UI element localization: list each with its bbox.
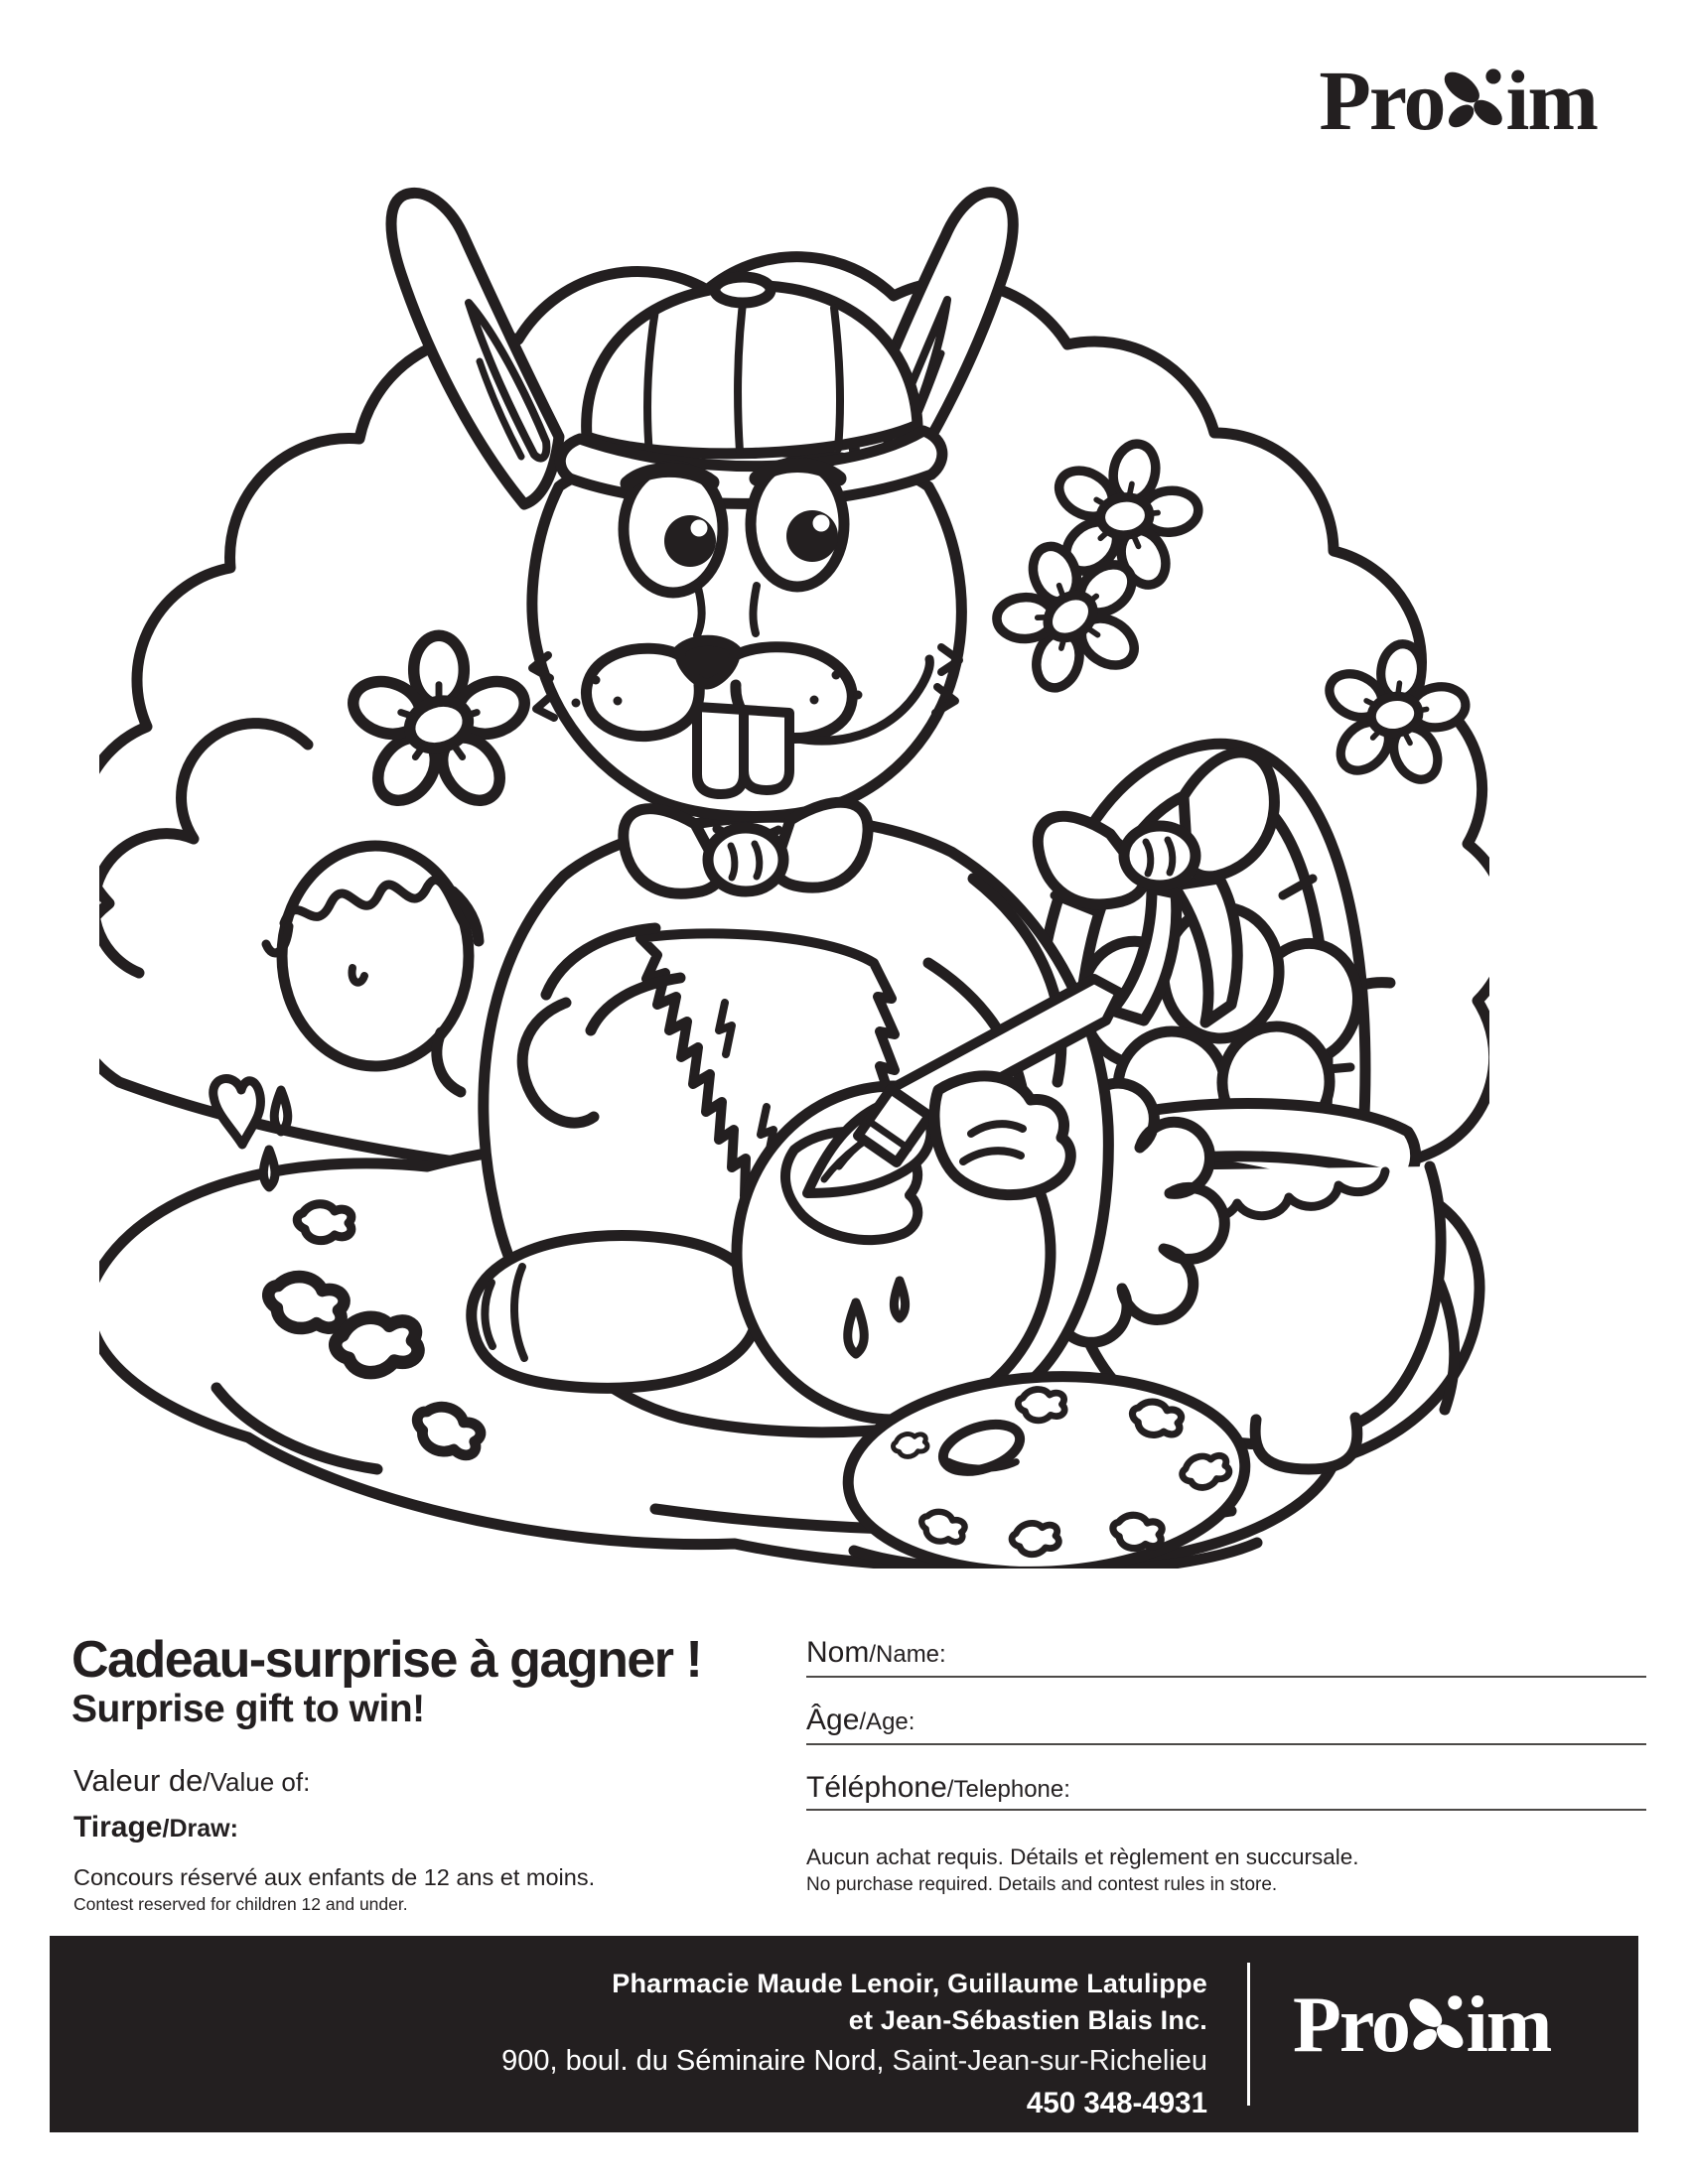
eligibility-fr: Concours réservé aux enfants de 12 ans et moins. — [73, 1864, 596, 1890]
headline-fr: Cadeau-surprise à gagner ! — [71, 1631, 702, 1689]
coloring-illustration — [99, 139, 1489, 1569]
bunny-foot — [472, 1236, 757, 1389]
pharmacy-name-line2: et Jean-Sébastien Blais Inc. — [848, 2005, 1207, 2035]
telephone-field-label — [806, 1771, 1070, 1805]
footer-bar — [50, 1936, 1638, 2132]
proxim-logo — [1319, 53, 1597, 148]
proxim-footer-post: im — [1466, 1981, 1551, 2069]
draw-label-en: /Draw: — [162, 1815, 238, 1843]
telephone-input-line[interactable] — [806, 1809, 1646, 1811]
pharmacy-phone: 450 348-4931 — [1026, 2087, 1207, 2119]
age-input-line[interactable] — [806, 1743, 1646, 1745]
value-label-en: /Value of: — [203, 1767, 311, 1797]
value-line — [73, 1763, 310, 1799]
name-input-line[interactable] — [806, 1676, 1646, 1678]
age-field-label — [806, 1704, 914, 1737]
address-street: 900, boul. du Séminaire Nord, — [501, 2045, 893, 2077]
no-purchase-note-fr: Aucun achat requis. Détails et règlement en succursale. — [806, 1844, 1359, 1869]
name-field-label — [806, 1636, 946, 1670]
proxim-x-icon — [1406, 1991, 1470, 2055]
age-label-en: /Age: — [859, 1708, 915, 1735]
telephone-label-en: /Telephone: — [946, 1776, 1070, 1803]
footer-divider — [1247, 1963, 1250, 2106]
proxim-footer-pre: Pro — [1293, 1981, 1409, 2069]
proxim-logo-pre: Pro — [1319, 53, 1445, 148]
draw-label-fr: Tirage — [73, 1811, 163, 1843]
no-purchase-note-en: No purchase required. Details and contest rules in store. — [806, 1874, 1278, 1895]
telephone-label-fr: Téléphone — [806, 1771, 947, 1804]
name-label-en: /Name: — [869, 1641, 946, 1668]
value-label-fr: Valeur de — [73, 1763, 204, 1798]
pharmacy-address — [501, 2039, 1207, 2084]
pharmacy-info — [501, 1966, 1207, 2123]
headline-en: Surprise gift to win! — [71, 1688, 425, 1730]
eligibility-en: Contest reserved for children 12 and under. — [73, 1894, 408, 1914]
proxim-x-icon — [1441, 65, 1509, 133]
name-label-fr: Nom — [806, 1636, 870, 1669]
address-city: Saint-Jean-sur-Richelieu — [892, 2045, 1207, 2077]
proxim-logo-post: im — [1505, 53, 1597, 148]
proxim-logo-footer — [1293, 1981, 1551, 2069]
age-label-fr: Âge — [806, 1704, 860, 1736]
draw-line — [73, 1811, 238, 1844]
pharmacy-name-line1: Pharmacie Maude Lenoir, Guillaume Latulippe — [612, 1969, 1207, 1998]
